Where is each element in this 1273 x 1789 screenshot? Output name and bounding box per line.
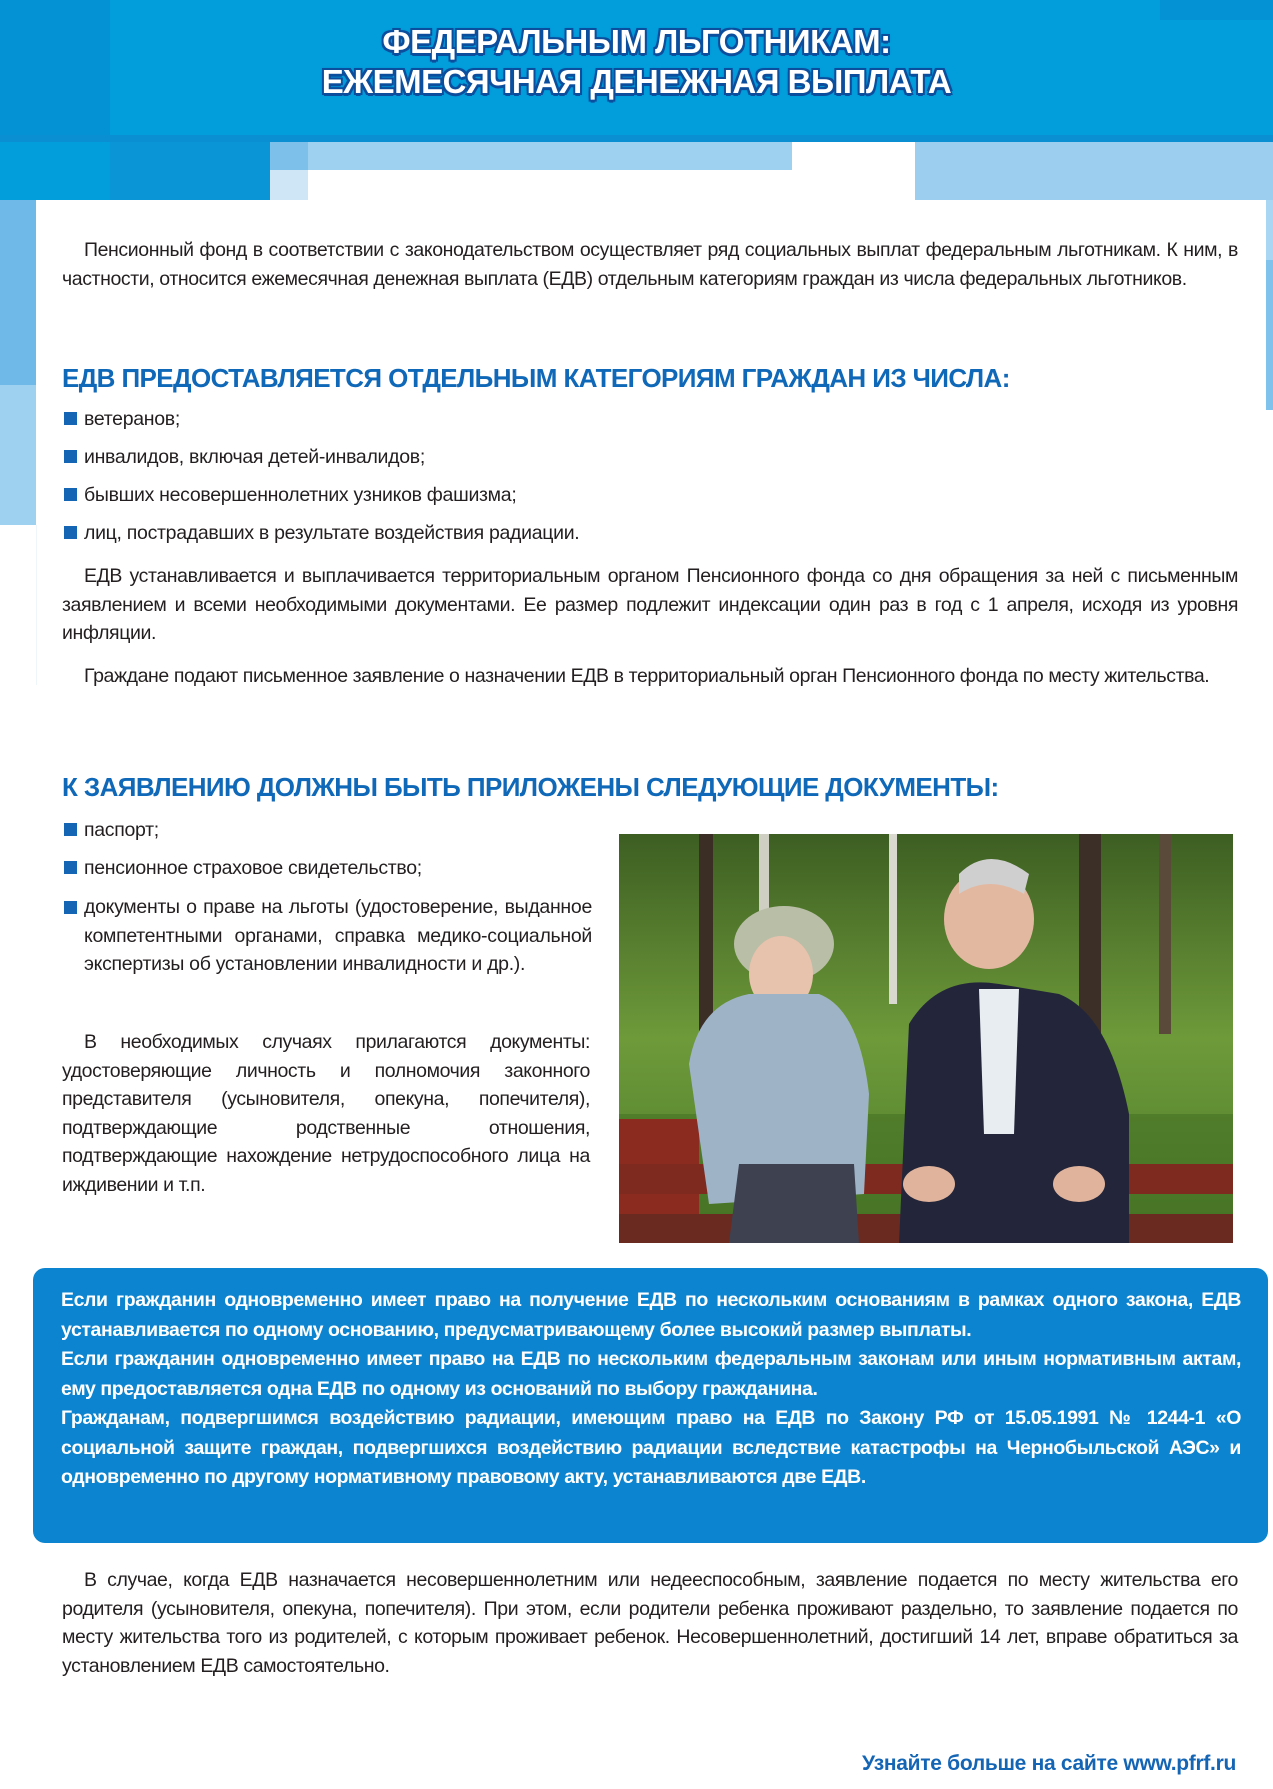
bullet-square-icon [64,412,77,425]
categories-list [62,400,579,552]
website-link[interactable]: Узнайте больше на сайте www.pfrf.ru [862,1752,1236,1775]
bullet-square-icon [64,861,77,874]
list-item-text: инвалидов, включая детей-инвалидов; [84,446,425,468]
section-heading-categories: ЕДВ ПРЕДОСТАВЛЯЕТСЯ ОТДЕЛЬНЫМ КАТЕГОРИЯМ ГРАЖДАН ИЗ ЧИСЛА: [62,363,1010,393]
header-decor [0,135,1273,142]
title-line-2: ЕЖЕМЕСЯЧНАЯ ДЕНЕЖНАЯ ВЫПЛАТА [321,63,952,100]
list-item [62,514,579,552]
documents-list [62,811,592,979]
side-decor-bar [0,525,37,685]
header-decor-block [270,170,308,200]
payment-paragraph [62,562,1238,648]
list-item [62,400,579,438]
application-text: Граждане подают письменное заявление о назначении ЕДВ в территориальный орган Пенсионного фонда по месту жительства. [84,665,1210,687]
bullet-square-icon [64,488,77,501]
header-decor-block [915,142,1273,200]
side-decor-bar [0,200,36,385]
callout-line: Если гражданин одновременно имеет право на ЕДВ по нескольким федеральным законам или иным нормативным актам, ему предоставляется одна ЕДВ по одному из оснований по выбору гражданина. [61,1348,1241,1400]
callout-line: Если гражданин одновременно имеет право на получение ЕДВ по нескольким основаниям в рамках одного закона, ЕДВ устанавливается по одному основанию, предусматривающему более высокий размер выплаты. [61,1289,1241,1341]
list-item-text: документы о праве на льготы (удостоверение, выданное компетентными органами, справка медико-социальной экспертизы об установлении инвалидности и др.). [84,896,592,975]
bullet-square-icon [64,450,77,463]
header-decor-block [110,142,270,200]
intro-paragraph [62,236,1238,293]
closing-paragraph [62,1566,1238,1680]
list-item [62,893,592,979]
application-paragraph [62,662,1238,691]
elderly-couple-photo [619,834,1233,1243]
header-decor-block [270,142,308,170]
list-item-text: лиц, пострадавших в результате воздействия радиации. [84,522,580,544]
title-line-1: ФЕДЕРАЛЬНЫМ ЛЬГОТНИКАМ: [382,23,891,60]
payment-text: ЕДВ устанавливается и выплачивается территориальным органом Пенсионного фонда со дня обращения за ней с письменным заявлением и всеми необходимыми документами. Ее размер подлежит индексации один раз в год с 1 апреля, исходя из уровня инфляции. [62,565,1238,644]
callout-line: Гражданам, подвергшимся воздействию радиации, имеющим право на ЕДВ по Закону РФ от 15.05.1991 № 1244-1 «О социальной защите граждан, подвергшихся воздействию радиации вследствие катастрофы на Чернобыльской АЭС» и одновременно по другому нормативному правовому акту, устанавливаются две ЕДВ. [61,1407,1241,1488]
additional-docs-text: В необходимых случаях прилагаются документы: удостоверяющие личность и полномочия законного представителя (усыновителя, опекуна, попечителя), подтверждающие родственные отношения, подтверждающие нахождение нетрудоспособного лица на иждивении и т.п. [62,1031,590,1196]
info-callout [33,1268,1268,1543]
callout-text [61,1286,1241,1493]
list-item [62,438,579,476]
list-item-text: бывших несовершеннолетних узников фашизма; [84,484,517,506]
side-decor-bar [0,385,36,525]
closing-text: В случае, когда ЕДВ назначается несовершеннолетним или недееспособным, заявление подается по месту жительства его родителя (усыновителя, опекуна, попечителя). При этом, если родители ребенка проживают раздельно, то заявление подается по месту жительства того из родителей, с которым проживает ребенок. Несовершеннолетний, достигший 14 лет, вправе обратиться за установлением ЕДВ самостоятельно. [62,1569,1238,1677]
list-item [62,811,592,849]
side-decor-bar [1266,200,1273,260]
photo-illustration [619,834,1233,1243]
header-decor-block [792,142,915,200]
intro-text: Пенсионный фонд в соответствии с законодательством осуществляет ряд социальных выплат федеральным льготникам. К ним, в частности, относится ежемесячная денежная выплата (ЕДВ) отдельным категориям граждан из числа федеральных льготников. [62,239,1238,290]
list-item-text: ветеранов; [84,408,180,430]
header-decor [1160,0,1273,20]
list-item [62,476,579,514]
list-item-text: пенсионное страховое свидетельство; [84,857,422,879]
bullet-square-icon [64,901,77,914]
header-decor-block [308,142,792,170]
page-title [0,22,1273,102]
list-item [62,849,592,887]
header-decor-block [308,170,792,200]
bullet-square-icon [64,526,77,539]
section-heading-documents: К ЗАЯВЛЕНИЮ ДОЛЖНЫ БЫТЬ ПРИЛОЖЕНЫ СЛЕДУЮЩИЕ ДОКУМЕНТЫ: [62,772,999,802]
list-item-text: паспорт; [84,819,159,841]
additional-docs-paragraph [62,1028,590,1199]
bullet-square-icon [64,823,77,836]
